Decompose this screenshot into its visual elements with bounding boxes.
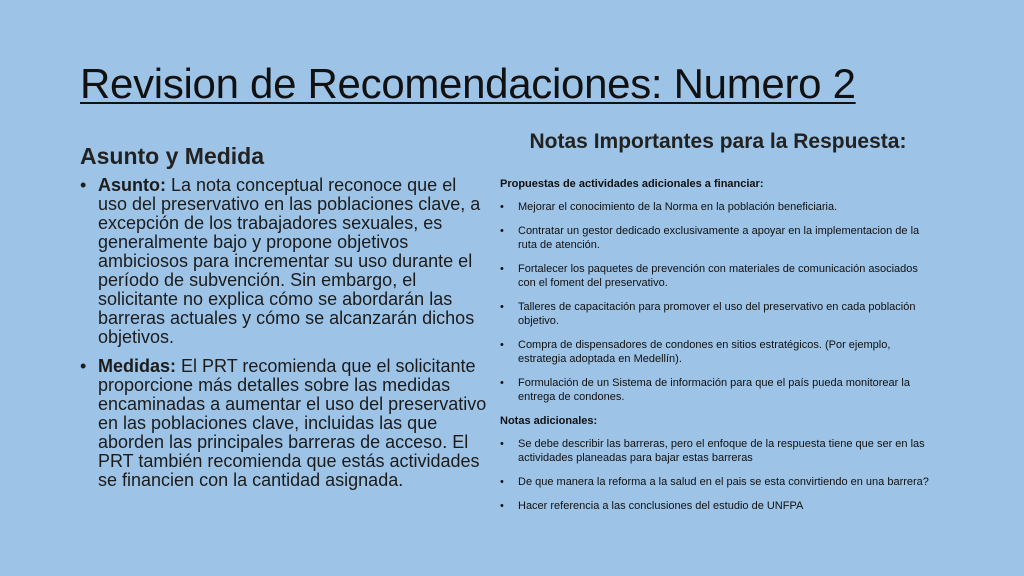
list-item-text: Hacer referencia a las conclusiones del estudio de UNFPA bbox=[518, 500, 804, 512]
item-label: Asunto: bbox=[98, 175, 166, 195]
list-item bbox=[500, 338, 930, 366]
right-heading: Notas Importantes para la Respuesta: bbox=[529, 130, 907, 153]
notes-list bbox=[500, 437, 930, 513]
list-item bbox=[500, 200, 930, 214]
list-item-text: Talleres de capacitación para promover el uso del preservativo en cada población objetivo. bbox=[518, 301, 916, 327]
bullet-icon: • bbox=[500, 438, 504, 450]
bullet-icon: • bbox=[500, 263, 504, 275]
list-item-text: Compra de dispensadores de condones en sitios estratégicos. (Por ejemplo, estrategia adoptada en Medellín). bbox=[518, 339, 891, 365]
bullet-icon: • bbox=[500, 301, 504, 313]
list-item bbox=[500, 224, 930, 252]
left-heading: Asunto y Medida bbox=[80, 143, 265, 169]
notes-column bbox=[500, 177, 930, 523]
bullet-icon: • bbox=[80, 175, 87, 195]
proposals-list bbox=[500, 200, 930, 404]
section-title-proposals: Propuestas de actividades adicionales a financiar: bbox=[500, 178, 764, 190]
item-label: Medidas: bbox=[98, 356, 177, 376]
list-item bbox=[500, 499, 930, 513]
slide-title: Revision de Recomendaciones: Numero 2 bbox=[80, 60, 856, 107]
list-item bbox=[500, 437, 930, 465]
section-title-notes: Notas adicionales: bbox=[500, 415, 598, 427]
bullet-icon: • bbox=[500, 201, 504, 213]
list-item-text: Se debe describir las barreras, pero el enfoque de la respuesta tiene que ser en las actividades planeadas para bajar estas barreras bbox=[518, 438, 925, 464]
bullet-icon: • bbox=[500, 225, 504, 237]
list-item-text: Formulación de un Sistema de información para que el país pueda monitorear la entrega de condones. bbox=[518, 377, 910, 403]
bullet-icon: • bbox=[500, 476, 504, 488]
left-bullet-list bbox=[80, 176, 490, 500]
list-item bbox=[500, 475, 930, 489]
list-item-text: Contratar un gestor dedicado exclusivamente a apoyar en la implementacion de la ruta de atención. bbox=[518, 225, 920, 251]
bullet-icon: • bbox=[500, 500, 504, 512]
list-item-text: Fortalecer los paquetes de prevención con materiales de comunicación asociados con el foment del preservativo. bbox=[518, 263, 918, 289]
list-item bbox=[500, 376, 930, 404]
list-item bbox=[500, 262, 930, 290]
bullet-icon: • bbox=[500, 339, 504, 351]
item-text: El PRT recomienda que el solicitante proporcione más detalles sobre las medidas encaminadas a aumentar el uso del preservativo en las poblaciones clave, incluidas las que aborden las principales barreras de acceso. El PRT también recomienda que estás actividades se financien con la cantidad asignada. bbox=[98, 356, 487, 490]
list-item bbox=[500, 300, 930, 328]
list-item-medidas bbox=[80, 357, 490, 490]
bullet-icon: • bbox=[500, 377, 504, 389]
bullet-icon: • bbox=[80, 356, 87, 376]
list-item-asunto bbox=[80, 176, 490, 347]
item-text: La nota conceptual reconoce que el uso del preservativo en las poblaciones clave, a excepción de los trabajadores sexuales, es generalmente bajo y propone objetivos ambiciosos para incrementar su uso durante el período de subvención. Sin embargo, el solicitante no explica cómo se abordarán las barreras actuales y cómo se alcanzarán dichos objetivos. bbox=[98, 175, 481, 347]
list-item-text: Mejorar el conocimiento de la Norma en la población beneficiaria. bbox=[518, 201, 838, 213]
list-item-text: De que manera la reforma a la salud en el pais se esta convirtiendo en una barrera? bbox=[518, 476, 929, 488]
